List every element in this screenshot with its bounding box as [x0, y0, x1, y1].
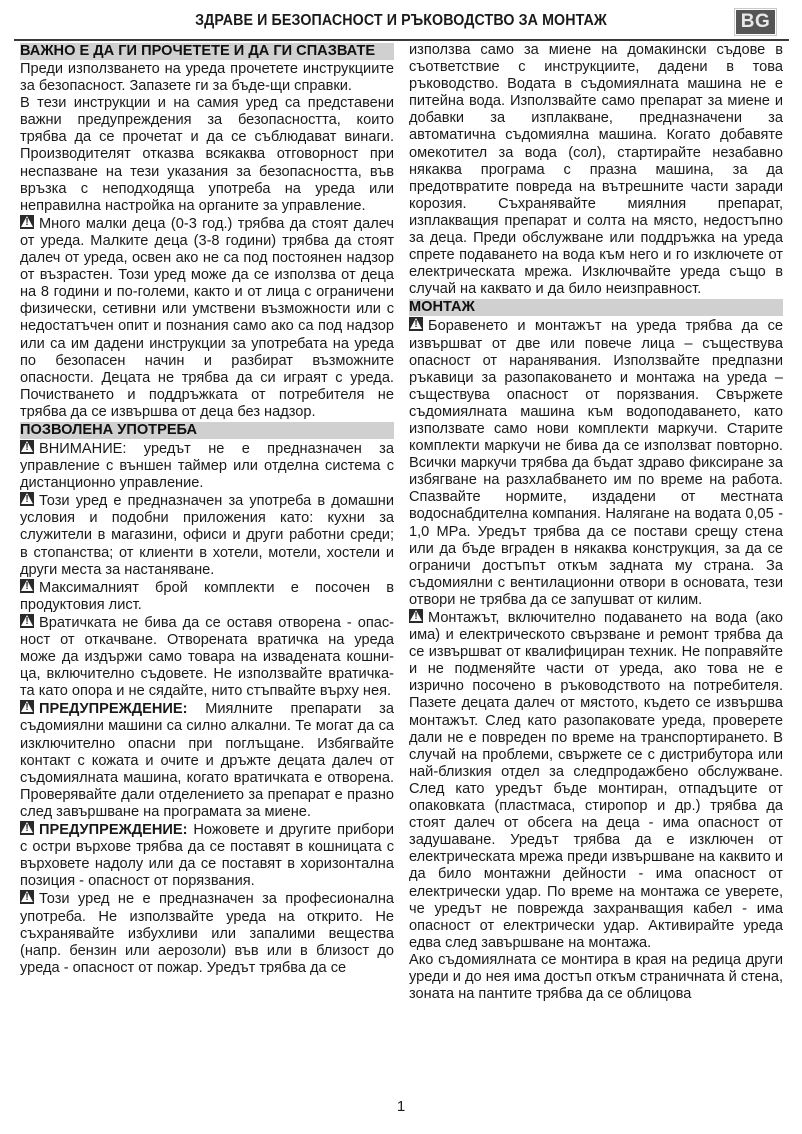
paragraph-text: Монтажът, включително подаването на вода (ако има) и електрическото свързване и ремонт трябва да се извършват от квалифициран техник. Не поправяйте и не подменяйте части от уреда, ако това не е изрично посочено в ръководството на потребителя. Пазете децата далеч от мястото, където се извършва монтажът. След като разопаковате уреда, проверете дали не е повреден по време на транспортирането. В случай на проблеми, свържете се с дистрибутора или най-близкия отдел за следпродажбено обслужване. След като уредът бъде монтиран, отпадъците от опаковката (пластмаса, стиропор и др.) трябва да стоят далеч от обсега на деца - има опасност от задушаване. Уредът трябва да е изключен от електрическата мрежа преди извършване на каквито и да било монтажни дейности - има опасност от електрически удар. По време на монтажа се уверете, че уредът не поврежда захранващия кабел - има опасност от електрически удар. Активирайте уреда едва след завършване на монтажа. [409, 610, 783, 951]
warning-paragraph [20, 215, 394, 421]
section-heading-important: ВАЖНО Е ДА ГИ ПРОЧЕТЕТЕ И ДА ГИ СПАЗВАТЕ [20, 43, 394, 60]
warning-label: ПРЕДУПРЕЖДЕНИЕ: [39, 822, 188, 839]
paragraph-text: Максималният брой комплекти е посочен в продуктовия лист. [20, 579, 394, 613]
paragraph-text: Много малки деца (0-3 год.) трябва да стоят далеч от уреда. Малките деца (3-8 години) трябва да стоят далеч от уреда, освен ако не са под постоянен надзор от възрастен. Този уред може да се използва от деца на 8 години и по-големи, както и от лица с ограничени физически, сетивни или умствени възможности или с недостатъчен опит и познания само ако са под надзор или са им дадени инструкции за употребата на уреда по безопасен начин и разбират възможните опасности. Децата не трябва да си играят с уреда. Почистването и поддръжката от потребителя не трябва да се извършва от деца без надзор. [20, 215, 394, 420]
warning-label: ПРЕДУПРЕЖДЕНИЕ: [39, 701, 188, 718]
warning-paragraph [20, 614, 394, 700]
warning-icon [20, 492, 34, 506]
warning-paragraph [20, 700, 394, 821]
warning-icon [409, 317, 423, 331]
paragraph-text: ВНИМАНИЕ: уредът не е предназначен за управление с външен таймер или отделна система с дистанционно управление. [20, 440, 394, 492]
left-column [20, 42, 394, 977]
warning-paragraph [20, 492, 394, 578]
warning-icon [20, 440, 34, 454]
warning-paragraph [20, 579, 394, 614]
warning-icon [409, 609, 423, 623]
section-heading-permitted-use: ПОЗВОЛЕНА УПОТРЕБА [20, 422, 394, 439]
page-number: 1 [396, 1098, 406, 1115]
warning-paragraph [20, 890, 394, 976]
paragraph-text: Боравенето и монтажът на уреда трябва да се извършват от две или повече лица – съществува опасност от наранявания. Използвайте предпазни ръкавици за разопаковането и монтажа на уреда – съществува опасност от порязвания. Свържете съдомиялната машина към водоподаването, като използвате само нови комплекти маркучи. Старите комплекти маркучи не бива да се използват повторно. Всички маркучи трябва да бъдат здраво фиксиране за избягване на разхлабването им по време на работа. Спазвайте нормите, издадени от местната водоснабдителна компания. Налягане на водата 0,05 - 1,0 MPa. Уредът трябва да се постави срещу стена или да бъде вграден в някаква конструкция, за да се ограничи достъпът откъм задната му страна. За съдомиялни с вентилационни отвори в основата, тези отвори не трябва да се запушват от килим. [409, 318, 783, 608]
paragraph: Ако съдомиялната се монтира в края на редица други уреди и до нея има достъп откъм страничната й стена, зоната на пантите трябва да се облицова [409, 951, 783, 1003]
paragraph: Преди използването на уреда прочетете инструкциите за безопасност. Запазете ги за бъде-щи справки. [20, 61, 394, 95]
page-title: ЗДРАВЕ И БЕЗОПАСНОСТ И РЪКОВОДСТВО ЗА МОНТАЖ [195, 12, 607, 29]
language-badge: BG [736, 10, 775, 34]
paragraph-text: Вратичката не бива да се оставя отворена - опас-ност от откачване. Отворената вратичка на уреда може да издържи само товара на извадената кошни-ца, включително съдовете. Не използвайте вратичка-та като опора и не сядайте, нито стъпвайте върху нея. [20, 614, 394, 700]
paragraph: В тези инструкции и на самия уред са представени важни предупреждения за безопасността, които трябва да се прочетат и да се съблюдават винаги. Производителят отказва всякаква отговорност при неспазване на тези указания за безопасността, във връзка с неподходяща употреба на уреда или неправилна настройка на органите за управление. [20, 95, 394, 214]
warning-paragraph [20, 821, 394, 890]
right-column [409, 42, 783, 1003]
warning-paragraph [409, 609, 783, 952]
paragraph-text: Ножовете и другите прибори с остри върхове трябва да се поставят в кошницата с върховете надолу или да се поставят в хоризонтална позиция - опасност от порязвания. [20, 822, 394, 890]
paragraph-text: Този уред е предназначен за употреба в домашни условия и подобни приложения като: кухни за служители в магазини, офиси и други работни среди; в стопанства; от клиенти в хотели, мотели, хостели и други места за настаняване. [20, 493, 394, 578]
warning-icon [20, 890, 34, 904]
paragraph-text: Миялните препарати за съдомиялни машини са силно алкални. Те могат да са изключително опасни при поглъщане. Избягвайте контакт с кожата и очите и дръжте децата далеч от съдомиялната машина, когато вратичката е отворена. Проверявайте дали отделението за препарат е празно след завършване на програмата за миене. [20, 701, 394, 820]
warning-icon [20, 821, 34, 835]
warning-icon [20, 700, 34, 714]
warning-icon [20, 614, 34, 628]
paragraph-text: Този уред не е предназначен за професионална употреба. Не използвайте уреда на открито. Не съхранявайте избухливи или запалими вещества (напр. бензин или аерозоли) във или в близост до уреда - опасност от пожар. Уредът трябва да се [20, 891, 394, 976]
paragraph: използва само за миене на домакински съдове в съответствие с инструкциите, дадени в това ръководство. Водата в съдомиялната машина не е питейна вода. Използвайте само препарат за миене и добавки за изплакване, предназначени за автоматична съдомиялна машина. Когато добавяте омекотител за вода (сол), стартирайте незабавно някаква програма с празна машина, за да предотвратите повреда на вътрешните части заради корозия. Съхранявайте миялния препарат, изплакващия препарат и солта на място, недостъпно за деца. Преди обслужване или поддръжка на уреда спрете подаването на вода към него и го изключете от електрическата мрежа. Изключвайте уреда също в случай на каквато и да било неизправност. [409, 42, 783, 298]
warning-paragraph [20, 440, 394, 492]
warning-icon [20, 579, 34, 593]
warning-icon [20, 215, 34, 229]
section-heading-installation: МОНТАЖ [409, 299, 783, 316]
header-divider [14, 39, 789, 41]
warning-paragraph [409, 317, 783, 609]
